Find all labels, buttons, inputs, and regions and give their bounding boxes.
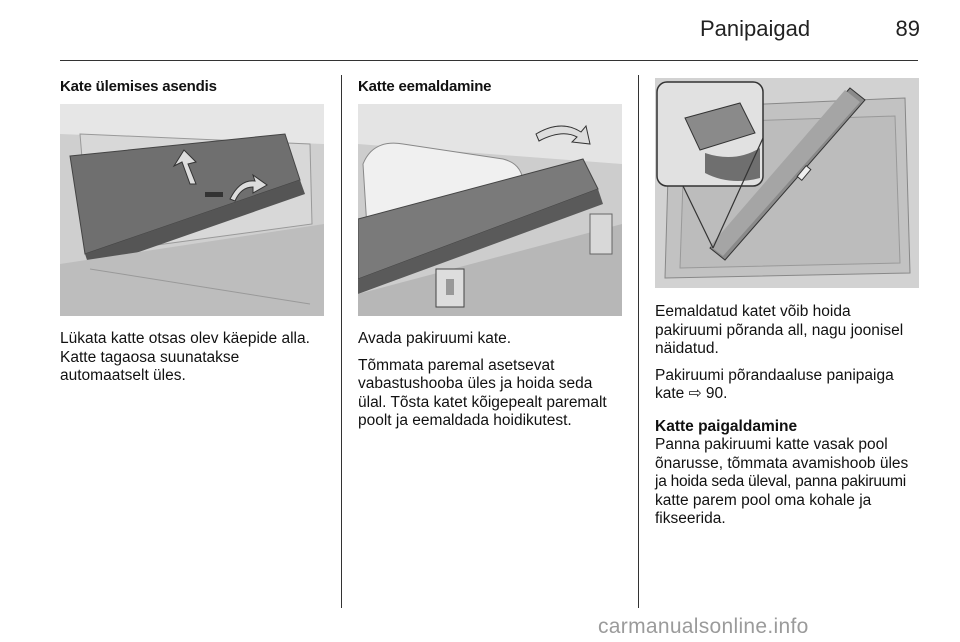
body-line: Lükata katte otsas olev käepide alla. [60,330,310,347]
page-reference-link[interactable]: 90. [701,385,728,402]
body-paragraph [655,367,935,404]
body-line: automaatselt üles. [60,367,186,384]
body-line: pakiruumi põranda all, nagu joonisel [655,321,904,339]
section-heading-remove-cover: Katte eemaldamine [358,78,492,95]
body-line: Eemaldatud katet võib hoida [655,303,851,320]
page-title: Panipaigad [700,16,811,41]
section-heading-install-cover: Katte paigaldamine [655,417,798,435]
body-line: ülal. Tõsta katet kõigepealt paremalt [358,393,607,411]
body-line: õnarusse, tõmmata avamishoob üles [655,454,909,472]
section-body-remove-cover [358,330,636,439]
cargo-cover-storage-illustration [655,78,919,288]
section-body-store-cover [655,303,935,529]
cargo-cover-storage-drawing [655,78,919,288]
body-line: ja hoida seda üleval, panna pakiruumi [655,473,906,490]
section-heading-cover-up: Kate ülemises asendis [60,78,217,95]
watermark-text: carmanualsonline.info [598,615,809,638]
body-line: Tõmmata paremal asetsevat [358,356,555,374]
body-text: kate [655,385,689,402]
body-line: Katte tagaosa suunatakse [60,348,240,366]
column-divider-1 [341,75,342,608]
header-rule [60,60,918,61]
body-line: poolt ja eemaldada hoidikutest. [358,412,572,429]
page-reference-arrow-icon[interactable]: ⇨ [688,385,702,402]
section-body-install-cover [655,436,935,529]
body-line: fikseerida. [655,510,726,527]
cargo-cover-removal-illustration [358,104,622,316]
body-line: vabastushooba üles ja hoida seda [358,375,593,392]
page-number: 89 [895,16,920,41]
cargo-cover-removal-drawing [358,104,622,316]
column-divider-2 [638,75,639,608]
body-line [655,385,935,404]
body-line: Pakiruumi põrandaaluse panipaiga [655,366,894,384]
section-body-cover-up [60,330,335,386]
body-line: katte parem pool oma kohale ja [655,491,872,509]
body-paragraph [358,357,636,431]
body-line: Panna pakiruumi katte vasak pool [655,436,888,453]
body-line: näidatud. [655,340,719,357]
body-paragraph [655,303,935,359]
cargo-cover-raised-drawing [60,104,324,316]
body-paragraph: Avada pakiruumi kate. [358,330,512,347]
cargo-cover-raised-illustration [60,104,324,316]
